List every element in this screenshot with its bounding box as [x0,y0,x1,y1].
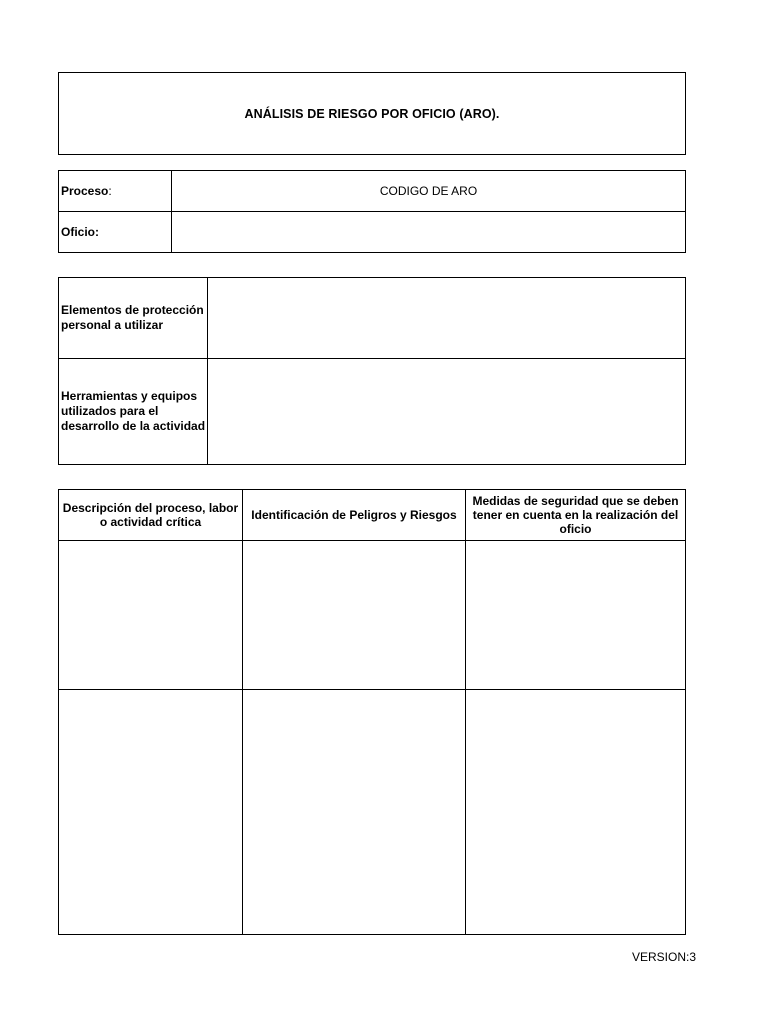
header-descripcion: Descripción del proceso, labor o actividad crítica [59,490,243,541]
medidas-cell[interactable] [466,541,686,690]
document-title: ANÁLISIS DE RIESGO POR OFICIO (ARO). [244,106,500,121]
descripcion-cell[interactable] [59,690,243,935]
version-label: VERSION:3 [631,950,696,964]
epp-value-cell[interactable] [208,278,686,359]
proceso-label-cell [59,171,172,212]
tools-value-cell[interactable] [208,359,686,465]
risk-analysis-table [58,489,686,935]
codigo-aro-cell[interactable] [172,171,686,212]
proceso-colon: : [108,184,112,198]
analysis-header-row [59,490,686,541]
process-info-table [58,170,686,253]
oficio-label: Oficio: [61,225,99,239]
header-peligros: Identificación de Peligros y Riesgos [243,490,466,541]
codigo-aro-label: CODIGO DE ARO [379,184,478,198]
proceso-label: Proceso [61,184,109,198]
oficio-label-cell [59,212,172,253]
table-row [59,690,686,935]
peligros-cell[interactable] [243,690,466,935]
oficio-value-cell[interactable] [172,212,686,253]
tools-row [59,359,686,465]
medidas-cell[interactable] [466,690,686,935]
descripcion-cell[interactable] [59,541,243,690]
header-medidas: Medidas de seguridad que se deben tener en cuenta en la realización del oficio [466,490,686,541]
equipment-table [58,277,686,465]
document-title-box [58,72,686,155]
peligros-cell[interactable] [243,541,466,690]
epp-label: Elementos de protección personal a utilizar [59,278,208,359]
proceso-row [59,171,686,212]
oficio-row [59,212,686,253]
tools-label: Herramientas y equipos utilizados para el desarrollo de la actividad [59,359,208,465]
epp-row [59,278,686,359]
table-row [59,541,686,690]
